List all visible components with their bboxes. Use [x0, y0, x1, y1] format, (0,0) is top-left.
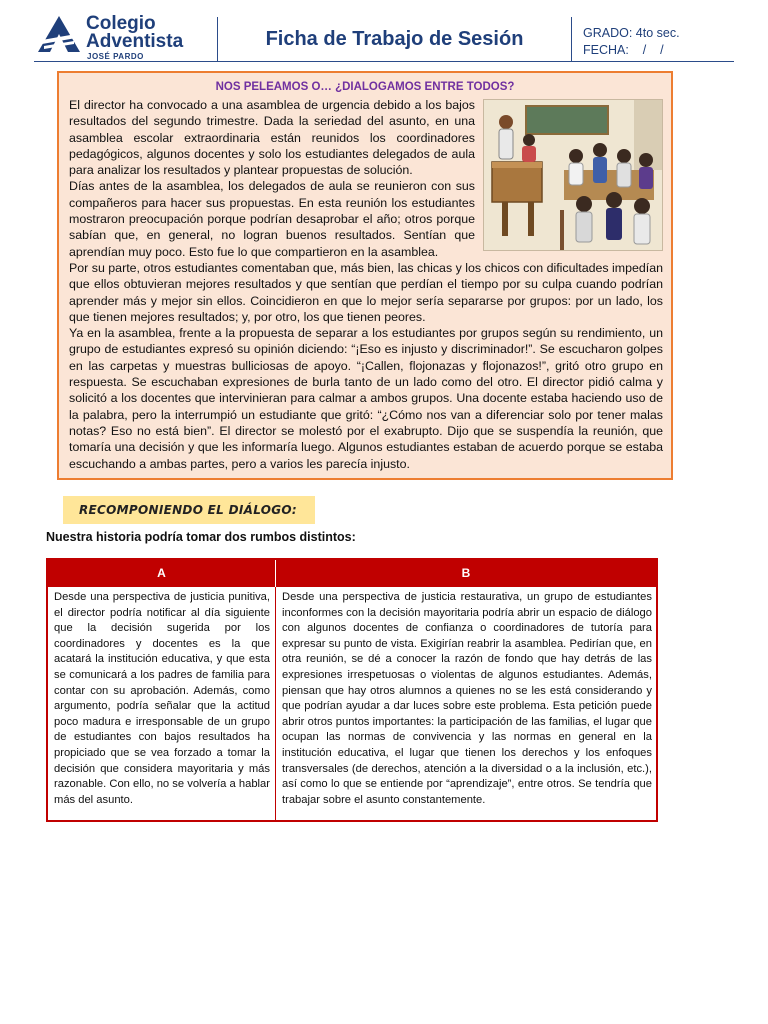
- reading-paragraph: El director ha convocado a una asamblea de urgencia debido a los bajos resultados del segundo trimestre. Dada la seriedad del asunto, en una asamblea escolar extraordinaria están reunidos los coordinadores pedagógicos, algunos docentes y solo los estudiantes delegados de aula para analizar los resultados y plantear propuestas de solución.: [69, 98, 475, 178]
- comparison-table: [46, 558, 658, 822]
- section-label-text: RECOMPONIENDO EL DIÁLOGO:: [79, 503, 297, 517]
- reading-text: [69, 97, 663, 472]
- school-logo-icon: [38, 16, 80, 52]
- section-label: [63, 496, 315, 524]
- header-rule: [34, 61, 734, 62]
- logo-text-line1: Colegio: [86, 13, 156, 34]
- reading-box: [57, 71, 673, 480]
- table-header-b: B: [276, 560, 656, 587]
- grade-label: GRADO: 4to sec.: [583, 26, 680, 40]
- header-divider: [571, 17, 572, 61]
- intro-text: Nuestra historia podría tomar dos rumbos distintos:: [46, 530, 356, 544]
- date-label: FECHA: / /: [583, 43, 664, 57]
- table-cell-a: Desde una perspectiva de justicia punitiva, el director podría notificar al día siguiente que la decisión sugerida por los coordinadores y docentes es la que acatará la institución educativa, y que esta se comunicará a los padres de familia para contar con su aprobación. Además, como argumento, podría señalar que la actitud poco madura e irresponsable de un grupo de estudiantes con bajos resultados ha propiciado que se vea forzado a tomar la decisión que considera mayoritaria y más razonable. Con ello, no se volvería a hablar más del asunto.: [54, 591, 270, 806]
- table-column-divider: [275, 587, 276, 820]
- logo-text-line3: JOSÉ PARDO: [87, 52, 144, 61]
- reading-paragraph: Días antes de la asamblea, los delegados de aula se reunieron con sus compañeros para hacer sus propuestas. En esta reunión los estudiantes mostraron preocupación porque podrían desaprobar el año; otros porque sabían que, en general, no logran buenos resultados. Sentían que aprendían muy poco. Esto fue lo que compartieron en la asamblea.: [69, 179, 475, 259]
- reading-title: NOS PELEAMOS O… ¿DIALOGAMOS ENTRE TODOS?: [215, 81, 515, 93]
- document-title: Ficha de Trabajo de Sesión: [265, 28, 524, 50]
- school-logo: [38, 14, 198, 60]
- classroom-illustration: [483, 99, 663, 251]
- table-cell-b: Desde una perspectiva de justicia restaurativa, un grupo de estudiantes inconformes con la decisión mayoritaria podría abrir un espacio de diálogo con algunos docentes de confianza o coordinadores de tutoría para expresar su punto de vista. Exigirían reabrir la asamblea. Pedirían que, en otra reunión, se dé a conocer la razón de fondo que hay detrás de las expresiones irrespetuosas o violentas de algunos estudiantes. Además, piensan que hay otros alumnos a quienes no se les está considerando y que podrían ayudar a dar luces sobre este problema. Esta petición puede abrir otros puntos importantes: la participación de las familias, el lugar que ocupan las normas de convivencia y las normas en general en la institución educativa, el lugar que tienen los derechos y los enfoques transversales (de derechos, atención a la diversidad o a la inclusión, etc.), así como lo que se entiende por “aprendizaje”, entre otros. Se tendría que trabajar sobre el asunto constantemente.: [282, 591, 652, 806]
- logo-text-line2: Adventista: [86, 31, 184, 52]
- reading-paragraph: Por su parte, otros estudiantes comentaban que, más bien, las chicas y los chicos con dificultades impedían que ellos obtuvieran mejores resultados y que sentían que perdían el tiempo por su culpa cuando podrían aprender más y mejor sin ellos. Coincidieron en que lo mejor sería separarse por grupos: por un lado, los que tienen mejores resultados; y, por otro, los que tienen peores.: [69, 260, 663, 324]
- reading-paragraph: Ya en la asamblea, frente a la propuesta de separar a los estudiantes por grupos según su rendimiento, un grupo de estudiantes expresó su opinión diciendo: “¡Eso es injusto y discriminador!”. Se escucharon golpes en las carpetas y muestras bulliciosas de apoyo. “¡Callen, flojonazas y flojonazos!”, gritó otro grupo en respuesta. Se escuchaban expresiones de burla tanto de un lado como del otro. El director pidió calma y solicitó a los docentes que intervinieran para calmar a ambos grupos. Una docente estaba haciendo uso de la palabra, pero la interrumpió un estudiante que gritó: “¿Cómo nos van a diferenciar solo por tener malas notas? Eso no está bien”. El director se molestó por el exabrupto. Dijo que se suspendía la reunión, que tomaría una decisión y que les informaría luego. Algunos estudiantes estaban de acuerdo porque se estaba escuchando a ambas partes, pero a varios les parecía injusto.: [69, 326, 663, 471]
- table-header-a: A: [48, 560, 275, 587]
- document-header: [0, 0, 768, 62]
